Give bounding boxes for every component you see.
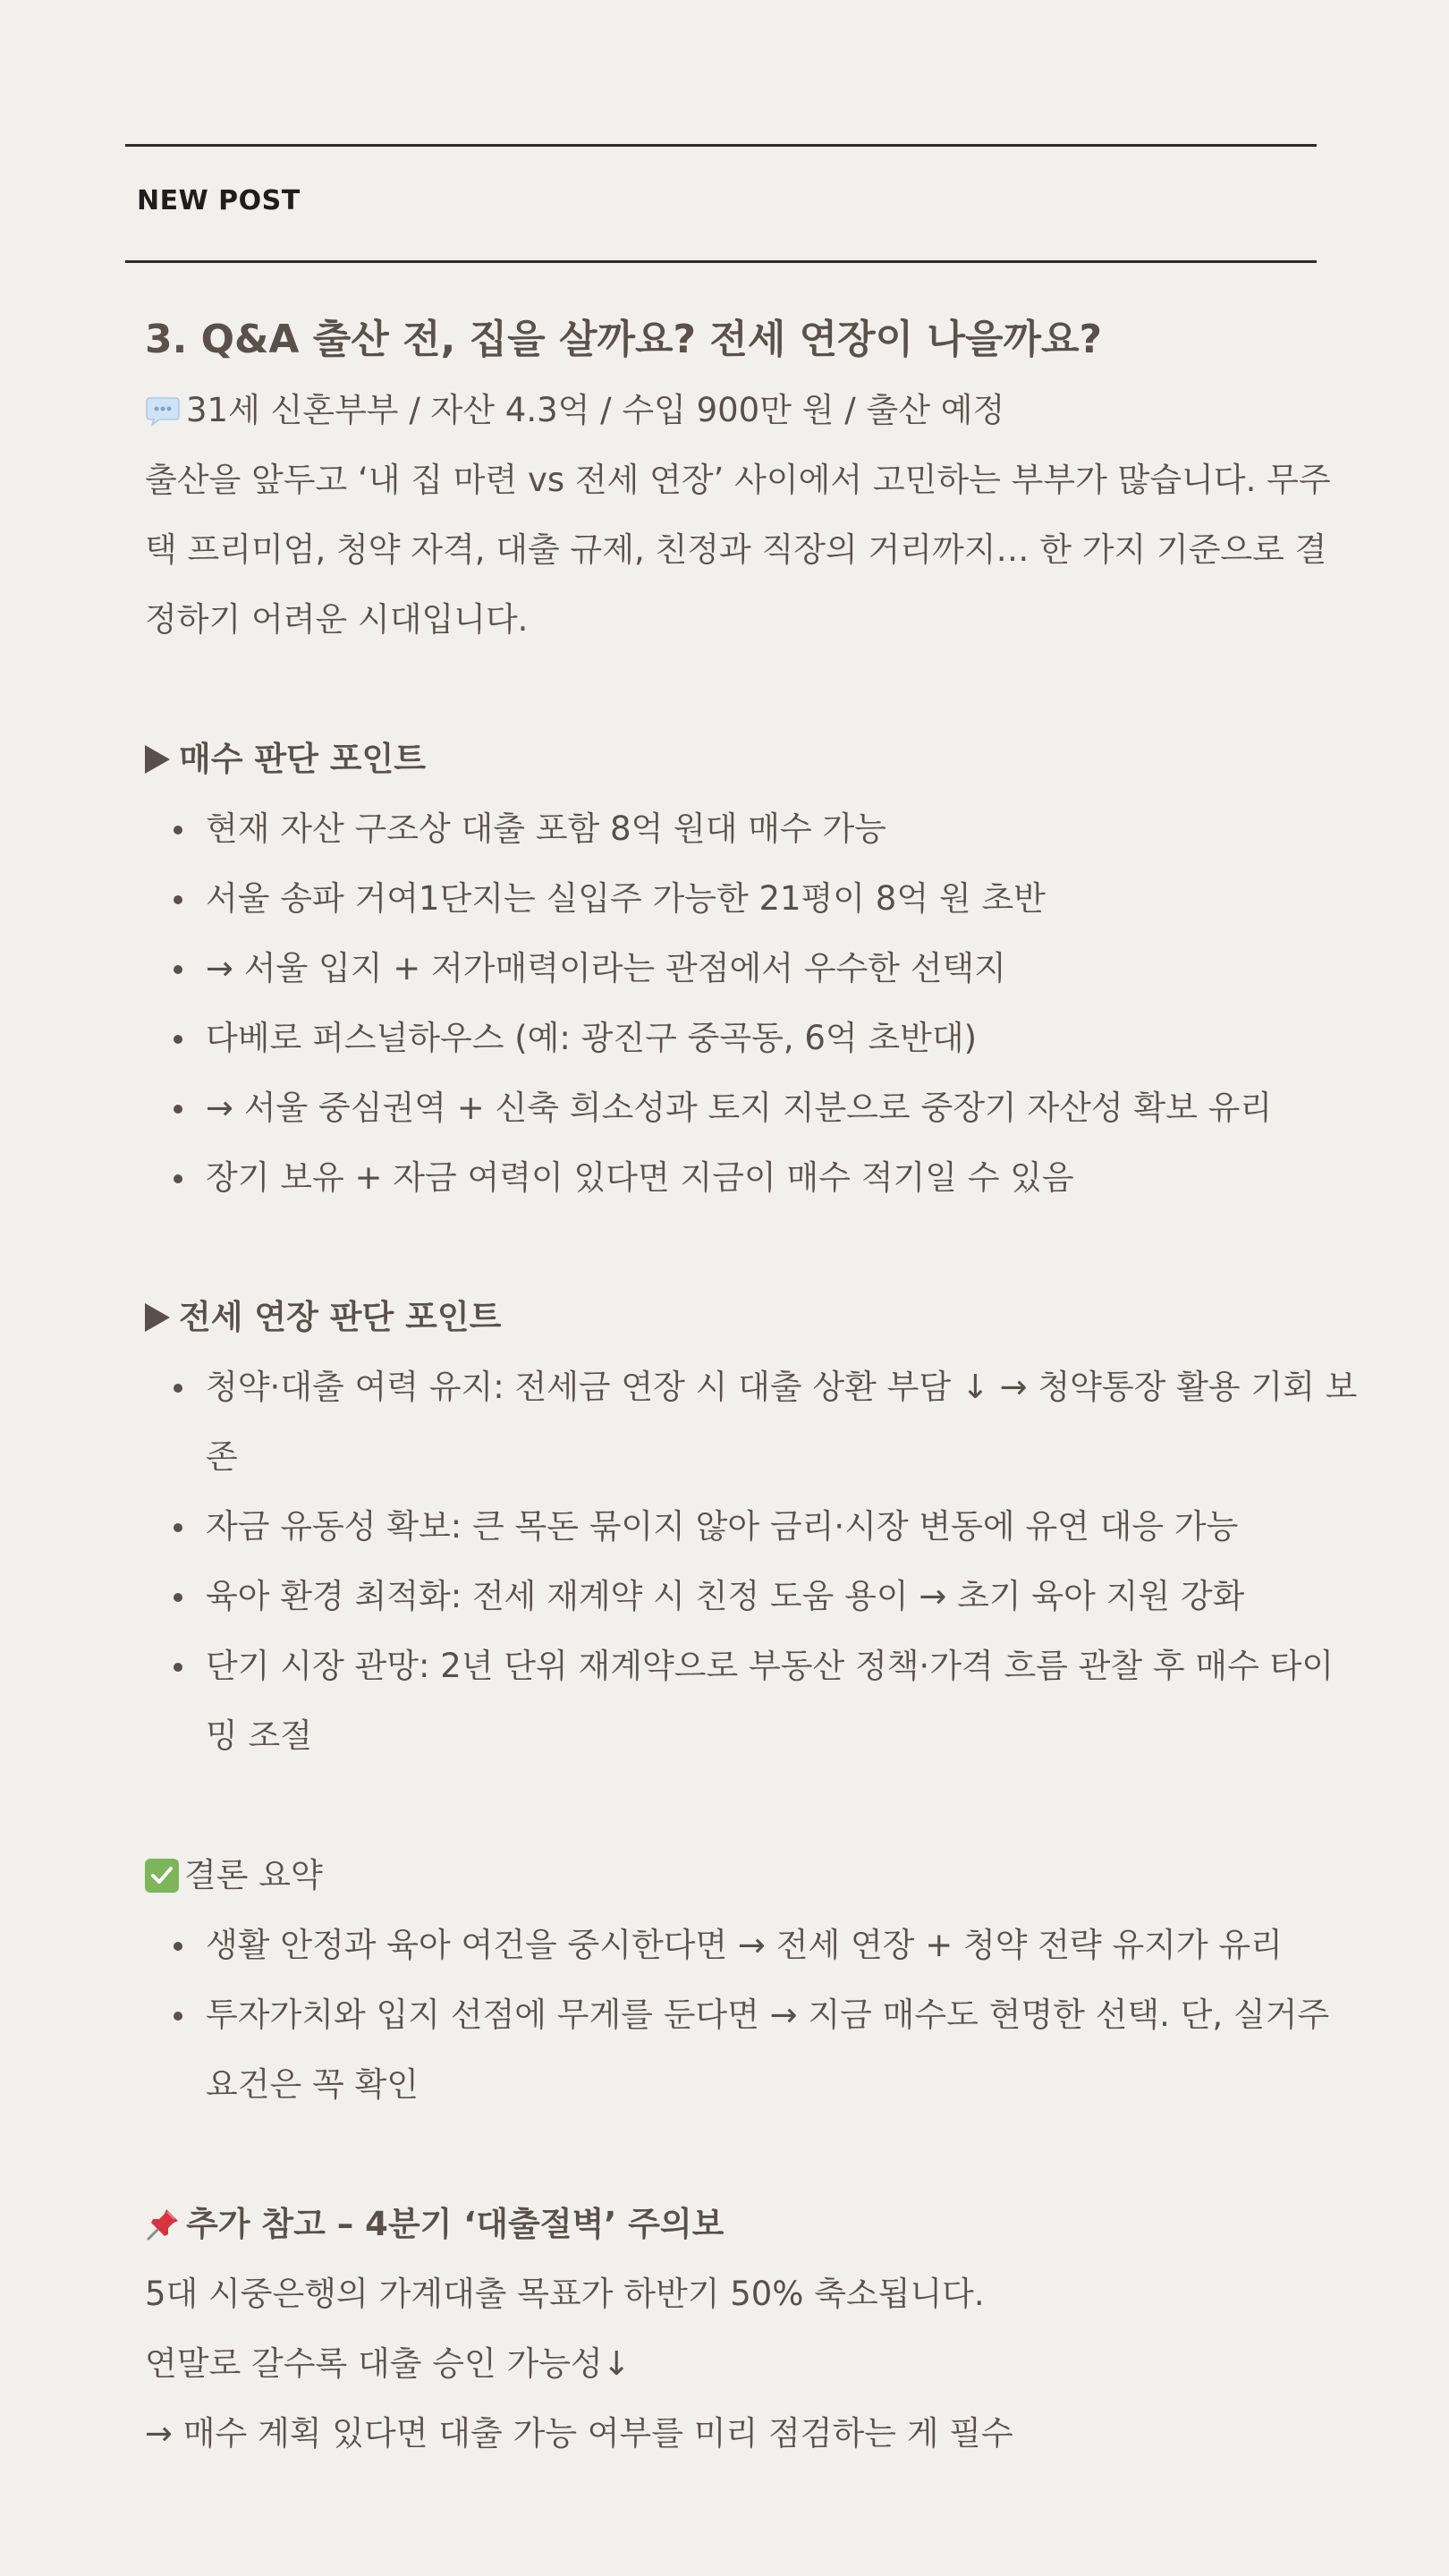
list-item: 청약·대출 여력 유지: 전세금 연장 시 대출 상환 부담 ↓ → 청약통장 활용 기회 보존 [145,1352,1360,1492]
play-triangle-icon [145,1303,170,1332]
list-item: 서울 송파 거여1단지는 실입주 가능한 21평이 8억 원 초반 [145,864,1360,934]
list-item: 자금 유동성 확보: 큰 목돈 묶이지 않아 금리·시장 변동에 유연 대응 가능 [145,1492,1360,1562]
post-title: 3. Q&A 출산 전, 집을 살까요? 전세 연장이 나을까요? [145,317,1103,362]
note-line-3: → 매수 계획 있다면 대출 가능 여부를 미리 점검하는 게 필수 [145,2414,1013,2453]
post-content [145,304,1361,2469]
post-label: NEW POST [137,185,301,216]
pushpin-icon [145,2207,181,2242]
speech-bubble-icon [145,396,181,427]
top-divider [125,144,1317,147]
intro-paragraph: 출산을 앞두고 ‘내 집 마련 vs 전세 연장’ 사이에서 고민하는 부부가 많습니다. 무주택 프리미엄, 청약 자격, 대출 규제, 친정과 직장의 거리까지… 한 가지 기준으로 결정하기 어려운 시대입니다. [145,461,1331,639]
buy-points-list [145,794,1361,1213]
list-item: 단기 시장 관망: 2년 단위 재계약으로 부동산 정책·가격 흐름 관찰 후 매수 타이밍 조절 [145,1631,1360,1771]
list-item: 육아 환경 최적화: 전세 재계약 시 친정 도움 용이 → 초기 육아 지원 강화 [145,1562,1360,1631]
list-item: 장기 보유 + 자금 여력이 있다면 지금이 매수 적기일 수 있음 [145,1143,1360,1213]
list-item: 현재 자산 구조상 대출 포함 8억 원대 매수 가능 [145,794,1360,864]
note-heading-text: 추가 참고 – 4분기 ‘대출절벽’ 주의보 [186,2205,724,2243]
list-item: 투자가치와 입지 선점에 무게를 둔다면 → 지금 매수도 현명한 선택. 단, 실거주 요건은 꼭 확인 [145,1980,1360,2120]
note-line-2: 연말로 갈수록 대출 승인 가능성↓ [145,2344,631,2383]
conclusion-list [145,1911,1361,2120]
conclusion-heading [145,1841,1361,1911]
list-item: → 서울 중심권역 + 신축 희소성과 토지 지분으로 중장기 자산성 확보 유리 [145,1073,1360,1143]
buy-section-heading [145,724,1361,794]
lease-section-heading [145,1283,1361,1352]
lease-points-list [145,1352,1361,1771]
list-item: 생활 안정과 육아 여건을 중시한다면 → 전세 연장 + 청약 전략 유지가 유리 [145,1911,1360,1980]
conclusion-heading-text: 결론 요약 [184,1856,323,1894]
check-mark-icon [145,1859,179,1893]
buy-heading-text: 매수 판단 포인트 [179,740,426,778]
profile-text: 31세 신혼부부 / 자산 4.3억 / 수입 900만 원 / 출산 예정 [186,391,1005,429]
list-item: → 서울 입지 + 저가매력이라는 관점에서 우수한 선택지 [145,934,1360,1004]
note-heading [145,2190,1361,2259]
list-item: 다베로 퍼스널하우스 (예: 광진구 중곡동, 6억 초반대) [145,1004,1360,1073]
lease-heading-text: 전세 연장 판단 포인트 [179,1298,502,1336]
play-triangle-icon [145,745,170,774]
bottom-divider [125,260,1317,263]
note-line-1: 5대 시중은행의 가계대출 목표가 하반기 50% 축소됩니다. [145,2275,985,2313]
profile-line [145,376,1361,445]
